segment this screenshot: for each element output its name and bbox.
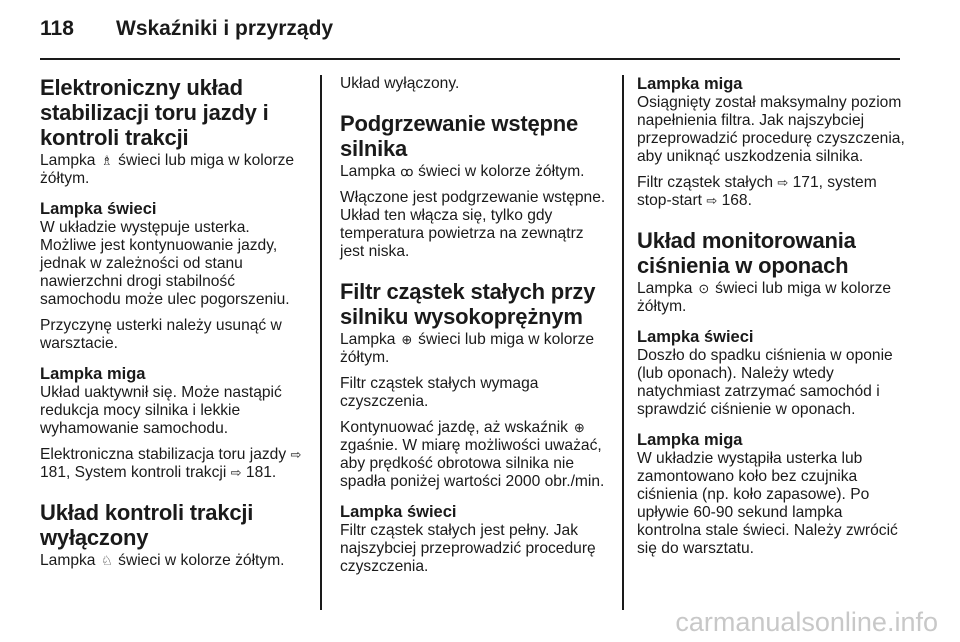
arrow-icon: ⇨	[706, 193, 718, 208]
page-title: Wskaźniki i przyrządy	[116, 17, 334, 40]
esp-intro: Lampka ♗ świeci lub miga w kolorze żółtym.	[40, 152, 295, 187]
tc-intro: Lampka ♘ świeci w kolorze żółtym.	[40, 552, 285, 569]
subheading-dpf-flash: Lampka miga	[637, 75, 743, 93]
tpms-icon: ⊙	[698, 281, 710, 296]
tpms-flash-text: W układzie wystąpiła usterka lub zamontowano koło bez czujnika ciśnienia (np. koło zapasowe). Po upływie 60-90 sekund lampka kontrolna stale świeci. Należy zwrócić się do warsztatu.	[637, 450, 898, 557]
esp-on-text-2: Przyczynę usterki należy usunąć w warsztacie.	[40, 317, 282, 352]
dpf-icon: ⊕	[401, 332, 413, 347]
section-heading-glow: Podgrzewanie wstępne silnika	[340, 111, 579, 161]
subheading-esp-flash: Lampka miga	[40, 365, 146, 383]
section-heading-tpms: Układ monitorowania ciśnienia w oponach	[637, 228, 856, 278]
header-divider	[40, 58, 900, 60]
section-heading-tc: Układ kontroli trakcji wyłączony	[40, 500, 254, 550]
arrow-icon: ⇨	[777, 175, 789, 190]
column-1	[40, 75, 308, 570]
section-heading-esp: Elektroniczny układ stabilizacji toru jazdy i kontroli trakcji	[40, 75, 269, 150]
tc-off-text: Układ wyłączony.	[340, 75, 460, 92]
dpf-on-text: Filtr cząstek stałych jest pełny. Jak najszybciej przeprowadzić procedurę czyszczenia.	[340, 522, 596, 575]
subheading-tpms-flash: Lampka miga	[637, 431, 743, 449]
watermark: carmanualsonline.info	[675, 607, 938, 637]
esp-references: Elektroniczna stabilizacja toru jazdy ⇨ 181, System kontroli trakcji ⇨ 181.	[40, 446, 302, 481]
tpms-intro: Lampka ⊙ świeci lub miga w kolorze żółtym.	[637, 280, 892, 315]
esp-flash-text: Układ uaktywnił się. Może nastąpić redukcja mocy silnika i lekkie wyhamowanie samochodu.	[40, 384, 282, 437]
dpf-references: Filtr cząstek stałych ⇨ 171, system stop-start ⇨ 168.	[637, 174, 877, 209]
dpf-icon: ⊕	[573, 420, 585, 435]
dpf-text: Filtr cząstek stałych wymaga czyszczenia.	[340, 375, 539, 410]
esp-on-text: W układzie występuje usterka. Możliwe jest kontynuowanie jazdy, jednak w zależności od stanu nawierzchni drogi stabilność samochodu może ulec pogorszeniu.	[40, 219, 290, 308]
column-divider-2	[622, 75, 624, 610]
section-heading-dpf: Filtr cząstek stałych przy silniku wysokoprężnym	[340, 279, 596, 329]
tc-off-icon: ♘	[100, 553, 113, 568]
subheading-tpms-on: Lampka świeci	[637, 328, 754, 346]
column-3	[637, 75, 905, 558]
page-header	[40, 17, 920, 49]
column-2	[340, 75, 610, 576]
subheading-dpf-on: Lampka świeci	[340, 503, 457, 521]
page-number: 118	[40, 17, 74, 40]
tpms-on-text: Doszło do spadku ciśnienia w oponie (lub oponach). Należy wtedy natychmiast zatrzymać samochód i sprawdzić ciśnienie w oponach.	[637, 347, 893, 418]
subheading-esp-on: Lampka świeci	[40, 200, 157, 218]
dpf-drive-text: Kontynuować jazdę, aż wskaźnik ⊕ zgaśnie. W miarę możliwości uważać, aby prędkość obrotowa silnika nie spadła poniżej wartości 2000 obr./min.	[340, 419, 605, 490]
column-divider-1	[320, 75, 322, 610]
glow-plug-icon: ꝏ	[400, 164, 414, 179]
glow-intro: Lampka ꝏ świeci w kolorze żółtym.	[340, 163, 585, 180]
arrow-icon: ⇨	[290, 447, 302, 462]
dpf-flash-text: Osiągnięty został maksymalny poziom napełnienia filtra. Jak najszybciej przeprowadzić procedurę czyszczenia, aby uniknąć uszkodzenia silnika.	[637, 94, 905, 165]
glow-text: Włączone jest podgrzewanie wstępne. Układ ten włącza się, tylko gdy temperatura powietrza na zewnątrz jest niska.	[340, 189, 606, 260]
arrow-icon: ⇨	[230, 465, 242, 480]
esp-icon: ♗	[100, 153, 113, 168]
dpf-intro: Lampka ⊕ świeci lub miga w kolorze żółtym.	[340, 331, 595, 366]
